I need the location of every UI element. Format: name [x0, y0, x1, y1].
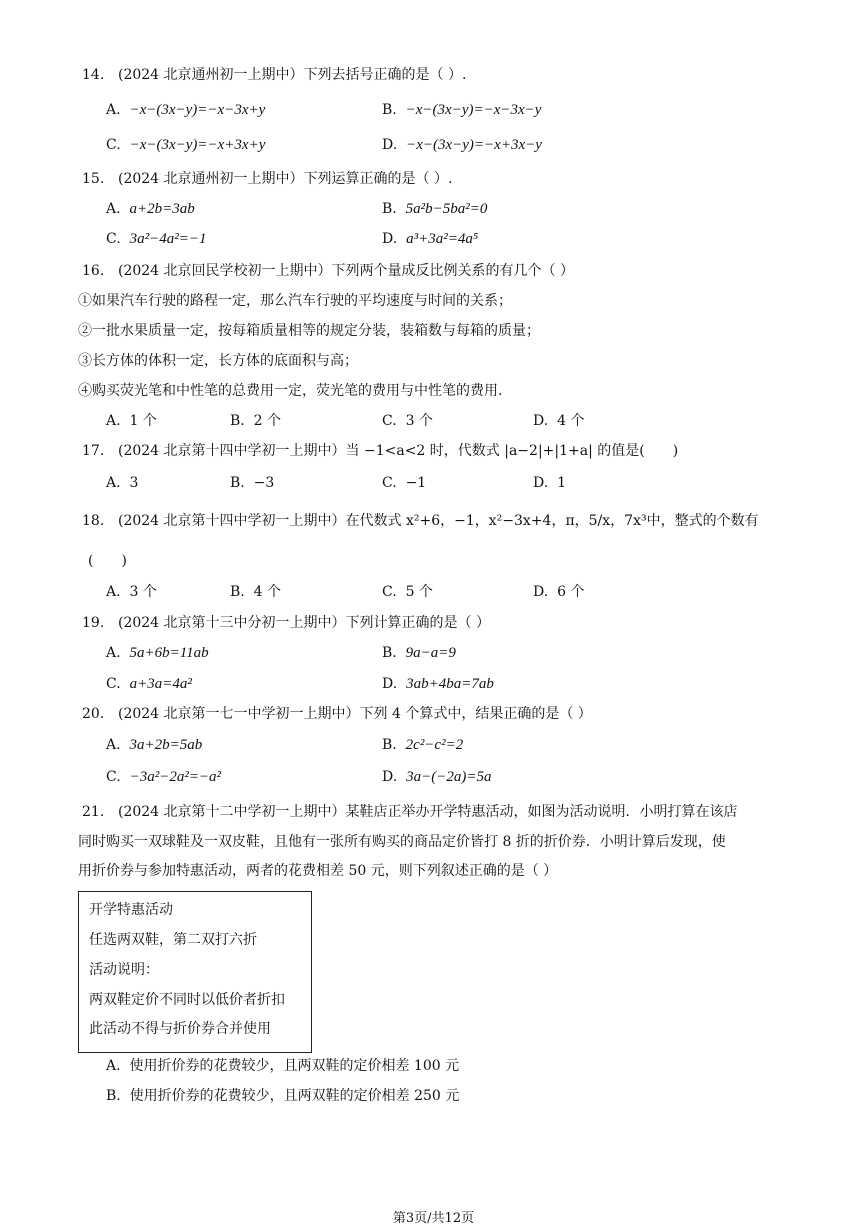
question-text: (2024 北京通州初一上期中）下列运算正确的是（ ）.: [118, 171, 453, 187]
q19-option-a: A. 5a+6b=11ab: [106, 645, 209, 661]
q17-option-b: B. −3: [230, 475, 275, 491]
q20-option-a: A. 3a+2b=5ab: [106, 737, 203, 753]
question-20-stem: [82, 705, 592, 723]
question-number: 17.: [82, 443, 105, 459]
q16-item-2: ②一批水果质量一定，按每箱质量相等的规定分装，装箱数与每箱的质量；: [78, 323, 540, 339]
question-18-stem: [82, 512, 759, 530]
q15-option-b: B. 5a²b−5ba²=0: [382, 201, 488, 217]
question-14-stem: [82, 66, 466, 84]
question-17-stem: [82, 442, 678, 460]
q14-option-d: D. −x−(3x−y)=−x+3x−y: [382, 137, 542, 153]
q20-option-b: B. 2c²−c²=2: [382, 737, 464, 753]
q19-option-c: C. a+3a=4a²: [106, 676, 192, 692]
q16-option-a: A. 1 个: [106, 413, 157, 429]
promotion-note-heading: 活动说明：: [89, 962, 159, 978]
q21-option-b: B. 使用折价券的花费较少，且两双鞋的定价相差 250 元: [106, 1088, 460, 1104]
question-text: (2024 北京第十三中分初一上期中）下列计算正确的是（ ）: [118, 615, 490, 631]
question-number: 14.: [82, 67, 105, 83]
question-19-stem: [82, 614, 490, 632]
question-number: 20.: [82, 706, 105, 722]
q18-option-c: C. 5 个: [382, 584, 433, 600]
promotion-note-2: 此活动不得与折价券合并使用: [89, 1021, 271, 1037]
question-text: (2024 北京第十四中学初一上期中）当 −1<a<2 时，代数式 |a−2|+|1+a| 的值是( ): [118, 443, 679, 459]
q16-item-1: ①如果汽车行驶的路程一定，那么汽车行驶的平均速度与时间的关系；: [78, 293, 512, 309]
promotion-title: 开学特惠活动: [89, 902, 173, 918]
promotion-note-1: 两双鞋定价不同时以低价者折扣: [89, 992, 285, 1008]
question-15-stem: [82, 170, 452, 188]
question-21-stem-line-3: 用折价券与参加特惠活动，两者的花费相差 50 元，则下列叙述正确的是（ ）: [78, 863, 558, 879]
question-text: (2024 北京第十二中学初一上期中）某鞋店正举办开学特惠活动，如图为活动说明．小明打算在该店: [118, 804, 738, 820]
q18-option-d: D. 6 个: [533, 584, 585, 600]
q14-option-a: A. −x−(3x−y)=−x−3x+y: [106, 102, 266, 118]
q16-option-b: B. 2 个: [230, 413, 282, 429]
q17-option-c: C. −1: [382, 475, 427, 491]
q14-option-c: C. −x−(3x−y)=−x+3x+y: [106, 137, 266, 153]
question-18-blank: ( ): [88, 553, 127, 569]
question-number: 15.: [82, 171, 105, 187]
q15-option-a: A. a+2b=3ab: [106, 201, 195, 217]
q15-option-c: C. 3a²−4a²=−1: [106, 231, 207, 247]
q16-option-c: C. 3 个: [382, 413, 433, 429]
question-21-stem-line-2: 同时购买一双球鞋及一双皮鞋，且他有一张所有购买的商品定价皆打 8 折的折价券．小明计算后发现，使: [78, 834, 726, 850]
q21-option-a: A. 使用折价券的花费较少，且两双鞋的定价相差 100 元: [106, 1058, 460, 1074]
q20-option-d: D. 3a−(−2a)=5a: [382, 769, 492, 785]
q16-option-d: D. 4 个: [533, 413, 585, 429]
question-text: (2024 北京回民学校初一上期中）下列两个量成反比例关系的有几个（ ）: [118, 263, 574, 279]
question-text: (2024 北京第十四中学初一上期中）在代数式 x²+6，−1，x²−3x+4，π，5/x，7x³中，整式的个数有: [118, 513, 759, 529]
question-number: 18.: [82, 513, 105, 529]
question-text: (2024 北京通州初一上期中）下列去括号正确的是（ ）.: [118, 67, 467, 83]
page-footer: 第3页/共12页: [392, 1211, 475, 1226]
question-number: 16.: [82, 263, 105, 279]
q16-item-4: ④购买荧光笔和中性笔的总费用一定，荧光笔的费用与中性笔的费用.: [78, 383, 503, 399]
q15-option-d: D. a³+3a²=4a⁵: [382, 231, 479, 247]
q14-option-b: B. −x−(3x−y)=−x−3x−y: [382, 102, 542, 118]
q18-option-a: A. 3 个: [106, 584, 157, 600]
question-number: 19.: [82, 615, 105, 631]
q17-option-a: A. 3: [106, 475, 139, 491]
question-21-stem: [82, 803, 738, 821]
question-16-stem: [82, 262, 574, 280]
q16-item-3: ③长方体的体积一定，长方体的底面积与高；: [78, 353, 358, 369]
q19-option-b: B. 9a−a=9: [382, 645, 456, 661]
promotion-rule: 任选两双鞋，第二双打六折: [89, 932, 257, 948]
q19-option-d: D. 3ab+4ba=7ab: [382, 676, 494, 692]
promotion-notice-box: [78, 891, 312, 1053]
q18-option-b: B. 4 个: [230, 584, 282, 600]
q17-option-d: D. 1: [533, 475, 567, 491]
q20-option-c: C. −3a²−2a²=−a²: [106, 769, 222, 785]
question-number: 21.: [82, 804, 105, 820]
question-text: (2024 北京第一七一中学初一上期中）下列 4 个算式中，结果正确的是（ ）: [118, 706, 592, 722]
